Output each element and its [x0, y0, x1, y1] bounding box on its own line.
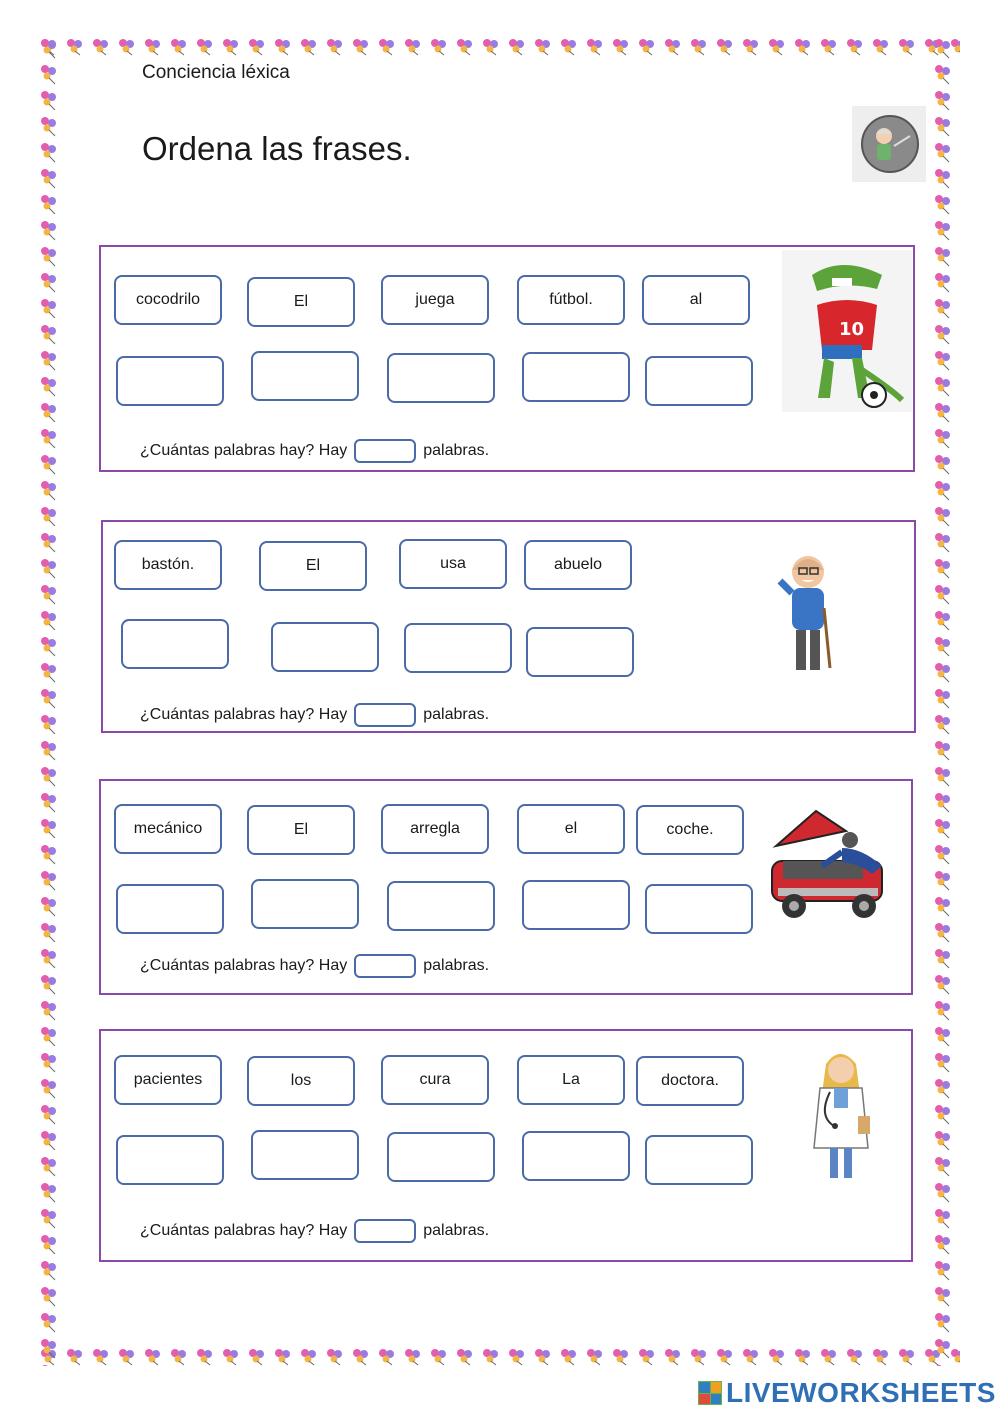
- word-count-question: [140, 954, 489, 978]
- word-count-question: [140, 703, 489, 727]
- question-text: ¿Cuántas palabras hay? Hay: [140, 1222, 348, 1239]
- word-tile[interactable]: pacientes: [114, 1055, 222, 1105]
- word-tile[interactable]: El: [247, 277, 355, 327]
- balloon-border-bottom: [40, 1348, 960, 1366]
- doctor-illustration: [800, 1044, 880, 1188]
- word-tile[interactable]: doctora.: [636, 1056, 744, 1106]
- word-count-question: [140, 1219, 489, 1243]
- answer-slot[interactable]: [251, 1130, 359, 1180]
- question-suffix: palabras.: [423, 957, 490, 974]
- answer-slot[interactable]: [116, 884, 224, 934]
- word-tile[interactable]: mecánico: [114, 804, 222, 854]
- word-tile[interactable]: El: [259, 541, 367, 591]
- word-tile[interactable]: los: [247, 1056, 355, 1106]
- word-tile[interactable]: arregla: [381, 804, 489, 854]
- question-suffix: palabras.: [423, 1222, 490, 1239]
- word-tile[interactable]: cura: [381, 1055, 489, 1105]
- word-tile[interactable]: abuelo: [524, 540, 632, 590]
- word-count-question: [140, 439, 489, 463]
- word-tile[interactable]: fútbol.: [517, 275, 625, 325]
- word-tile[interactable]: al: [642, 275, 750, 325]
- balloon-border-right: [934, 38, 952, 1366]
- word-tile[interactable]: cocodrilo: [114, 275, 222, 325]
- mechanic-car-illustration: [768, 806, 892, 926]
- answer-slot[interactable]: [522, 880, 630, 930]
- word-tile[interactable]: bastón.: [114, 540, 222, 590]
- answer-slot[interactable]: [645, 884, 753, 934]
- word-count-input[interactable]: [354, 954, 416, 978]
- answer-slot[interactable]: [121, 619, 229, 669]
- author-logo: [852, 106, 926, 182]
- question-suffix: palabras.: [423, 442, 490, 459]
- answer-slot[interactable]: [271, 622, 379, 672]
- liveworksheets-logo-icon: [698, 1381, 722, 1405]
- answer-slot[interactable]: [522, 1131, 630, 1181]
- svg-text:10: 10: [839, 319, 865, 340]
- question-text: ¿Cuántas palabras hay? Hay: [140, 957, 348, 974]
- word-tile[interactable]: el: [517, 804, 625, 854]
- answer-slot[interactable]: [387, 881, 495, 931]
- question-text: ¿Cuántas palabras hay? Hay: [140, 442, 348, 459]
- answer-slot[interactable]: [645, 1135, 753, 1185]
- answer-slot[interactable]: [522, 352, 630, 402]
- answer-slot[interactable]: [387, 353, 495, 403]
- balloon-border-left: [40, 38, 58, 1366]
- answer-slot[interactable]: [645, 356, 753, 406]
- word-count-input[interactable]: [354, 439, 416, 463]
- answer-slot[interactable]: [387, 1132, 495, 1182]
- brand-name: LIVEWORKSHEETS: [726, 1377, 996, 1408]
- answer-slot[interactable]: [404, 623, 512, 673]
- question-text: ¿Cuántas palabras hay? Hay: [140, 706, 348, 723]
- answer-slot[interactable]: [526, 627, 634, 677]
- question-suffix: palabras.: [423, 706, 490, 723]
- answer-slot[interactable]: [251, 351, 359, 401]
- word-tile[interactable]: juega: [381, 275, 489, 325]
- liveworksheets-footer: [698, 1378, 996, 1408]
- word-tile[interactable]: usa: [399, 539, 507, 589]
- answer-slot[interactable]: [251, 879, 359, 929]
- word-tile[interactable]: La: [517, 1055, 625, 1105]
- worksheet-title: Ordena las frases.: [142, 130, 412, 167]
- answer-slot[interactable]: [116, 356, 224, 406]
- balloon-border-top: [40, 38, 960, 56]
- grandfather-cane-illustration: [772, 548, 842, 678]
- worksheet-subtitle: Conciencia léxica: [142, 62, 290, 83]
- word-count-input[interactable]: [354, 1219, 416, 1243]
- word-tile[interactable]: coche.: [636, 805, 744, 855]
- word-count-input[interactable]: [354, 703, 416, 727]
- crocodile-soccer-illustration: [782, 250, 912, 412]
- word-tile[interactable]: El: [247, 805, 355, 855]
- answer-slot[interactable]: [116, 1135, 224, 1185]
